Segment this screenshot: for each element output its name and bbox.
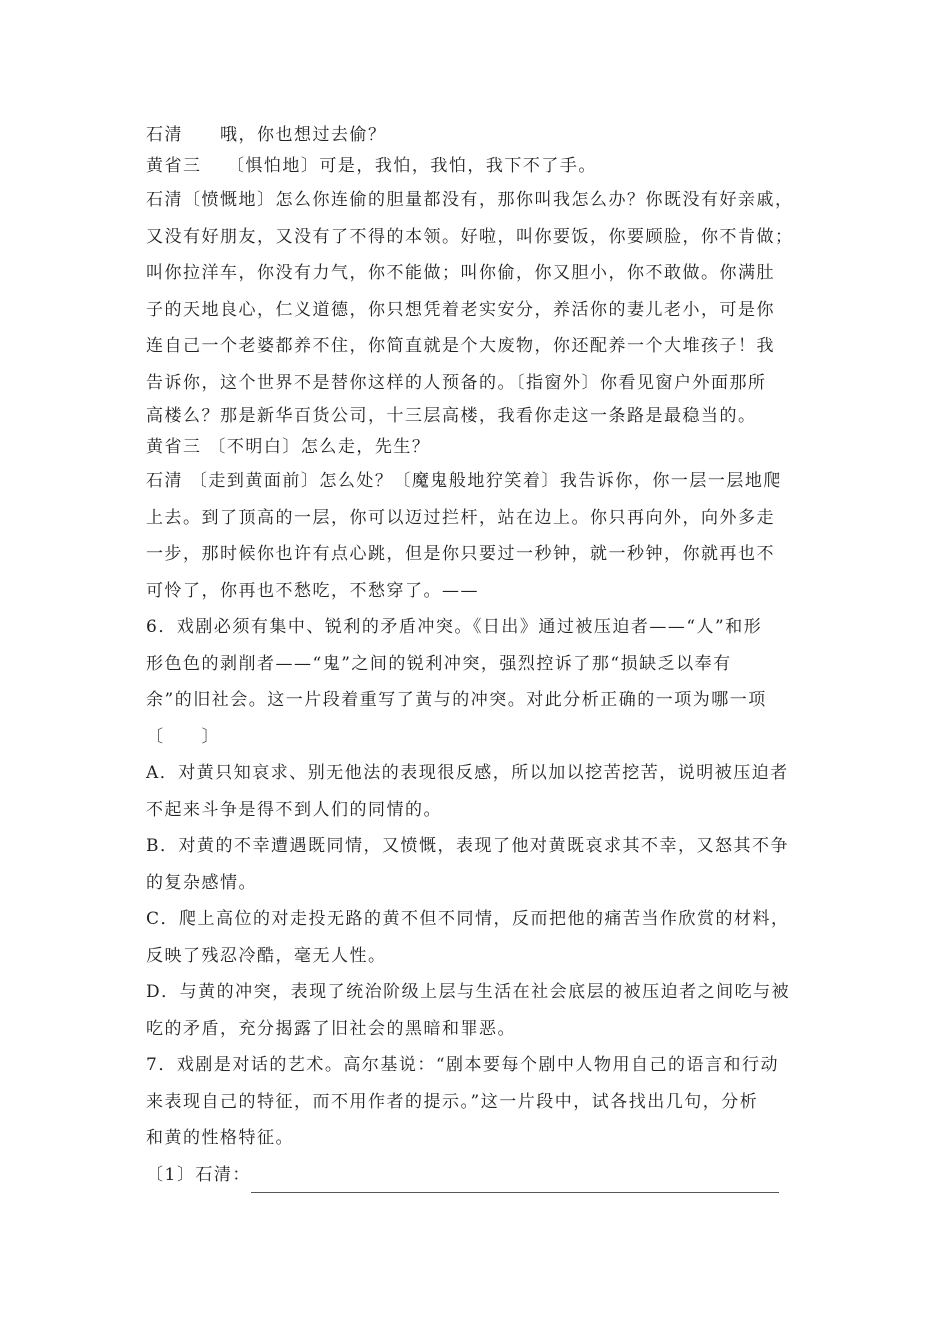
dialogue-line: 石清 哦，你也想过去偷？ [146, 125, 387, 145]
question-stem-line: 来表现自己的特征，而不用作者的提示。”这一片段中，试各找出几句，分析 [146, 1091, 759, 1112]
option-b [146, 828, 811, 901]
option-line: 的复杂感情。 [146, 872, 257, 893]
dialogue-line: 子的天地良心，仁义道德，你只想凭着老实安分，养活你的妻儿老小，可是你 [146, 299, 775, 320]
dialogue-line: 一步，那时候你也许有点心跳，但是你只要过一秒钟，就一秒钟，你就再也不 [146, 544, 775, 564]
answer-label: 〔1〕石清： [146, 1164, 251, 1185]
dialogue-line: 黄省三 〔不明白〕怎么走，先生？ [146, 437, 431, 457]
option-line: A．对黄只知哀求、别无他法的表现很反感，所以加以挖苦挖苦，说明被压迫者 [146, 763, 789, 783]
document-body [146, 120, 811, 1193]
dialogue-line: 又没有好朋友，又没有了不得的本领。好啦，叫你要饭，你要顾脸，你不肯做； [146, 226, 794, 247]
dialogue-line: 高楼么？那是新华百货公司，十三层高楼，我看你走这一条路是最稳当的。 [146, 406, 757, 426]
play-excerpt [146, 120, 811, 609]
dialogue-line: 连自己一个老婆都养不住，你简直就是个大废物，你还配养一个大堆孩子！我 [146, 336, 775, 356]
answer-blank-line[interactable] [251, 1166, 779, 1193]
option-a [146, 755, 811, 828]
option-line: C．爬上高位的对走投无路的黄不但不同情，反而把他的痛苦当作欣赏的材料， [146, 909, 790, 929]
answer-bracket: 〔 〕 [146, 726, 220, 747]
dialogue-line: 叫你拉洋车，你没有力气，你不能做；叫你偷，你又胆小，你不敢做。你满肚 [146, 263, 775, 283]
option-d [146, 974, 811, 1047]
question-stem-line: 余”的旧社会。这一片段着重写了黄与的冲突。对此分析正确的一项为哪一项 [146, 690, 767, 710]
dialogue-line: 告诉你，这个世界不是替你这样的人预备的。〔指窗外〕你看见窗户外面那所 [146, 372, 767, 393]
option-line: D．与黄的冲突，表现了统治阶级上层与生活在社会底层的被压迫者之间吃与被 [146, 982, 791, 1002]
option-line: 吃的矛盾，充分揭露了旧社会的黑暗和罪恶。 [146, 1018, 516, 1039]
dialogue-line: 石清〔愤慨地〕怎么你连偷的胆量都没有，那你叫我怎么办？你既没有好亲戚， [146, 190, 794, 210]
dialogue-line: 上去。到了顶高的一层，你可以迈过拦杆，站在边上。你只再向外，向外多走 [146, 507, 775, 528]
question-7 [146, 1047, 811, 1193]
option-line: B．对黄的不幸遭遇既同情，又愤慨，表现了他对黄既哀求其不幸，又怒其不争 [146, 836, 789, 856]
dialogue-line: 石清 〔走到黄面前〕怎么处？〔魔鬼般地狞笑着〕我告诉你，你一层一层地爬 [146, 471, 782, 491]
option-line: 不起来斗争是得不到人们的同情的。 [146, 799, 442, 820]
question-6 [146, 609, 811, 1047]
question-stem-line: 和黄的性格特征。 [146, 1128, 294, 1148]
question-stem-line: 形色色的剥削者——“鬼”之间的锐利冲突，强烈控诉了那“损缺乏以奉有 [146, 653, 732, 674]
dialogue-line: 黄省三 〔惧怕地〕可是，我怕，我怕，我下不了手。 [146, 156, 597, 176]
question-stem-line: 7．戏剧是对话的艺术。高尔基说：“剧本要每个剧中人物用自己的语言和行动 [146, 1055, 780, 1075]
option-c [146, 901, 811, 974]
answer-row [146, 1157, 811, 1194]
dialogue-line: 可怜了，你再也不愁吃，不愁穿了。—— [146, 580, 479, 601]
option-line: 反映了残忍冷酷，毫无人性。 [146, 945, 387, 966]
question-stem-line: 6．戏剧必须有集中、锐利的矛盾冲突。《日出》通过被压迫者——“人”和形 [146, 617, 763, 637]
